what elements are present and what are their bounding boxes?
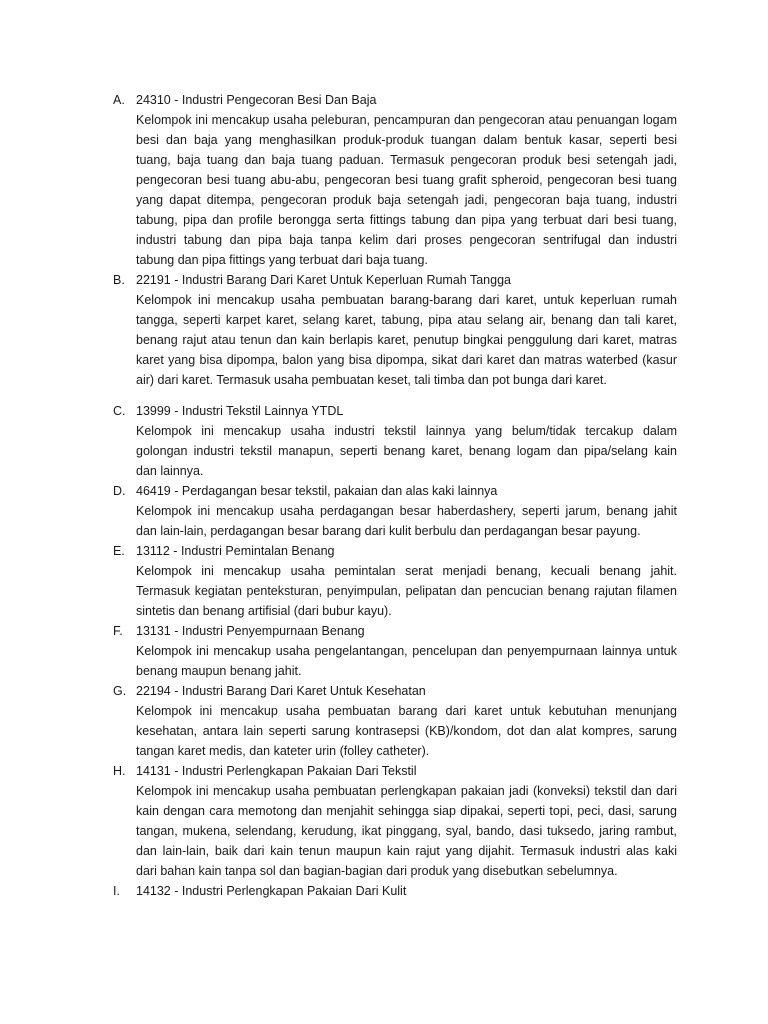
list-item-content: [136, 90, 677, 270]
description-line: benang maupun benang jahit.: [136, 664, 302, 678]
list-item-content: [136, 761, 677, 881]
description-line: Kelompok ini mencakup usaha peleburan, pencampuran dan pengecoran atau penuangan logam: [136, 113, 677, 127]
description-line: tangan, mukena, selendang, kerudung, ikat pinggang, syal, bando, dasi tuksedo, jaring rambut,: [136, 824, 677, 838]
item-description: [136, 701, 677, 761]
description-line: karet yang bisa dipompa, balon yang bisa dipompa, sikat dari karet dan matras waterbed (kasur: [136, 353, 677, 367]
list-item-i: [0, 881, 768, 901]
description-line: pengecoran besi tuang abu-abu, pengecoran besi tuang grafit spheroid, pengecoran besi tuang: [136, 173, 677, 187]
item-heading: 13131 - Industri Penyempurnaan Benang: [136, 624, 365, 638]
list-marker: E.: [113, 544, 125, 558]
description-line: sintetis dan benang artifisial (dari bubur kayu).: [136, 604, 392, 618]
description-line: tangan karet medis, dan kateter urin (folley catheter).: [136, 744, 430, 758]
description-line: Kelompok ini mencakup usaha pengelantangan, pencelupan dan penyempurnaan lainnya untuk: [136, 644, 677, 658]
list-item-content: [136, 621, 677, 681]
document-page: [0, 90, 768, 901]
description-line: industri tabung dan pipa baja tanpa kelim dari proses pengecoran sentrifugal dan industri: [136, 233, 677, 247]
list-item-content: [136, 481, 677, 541]
description-line: Kelompok ini mencakup usaha pembuatan barang dari karet untuk kebutuhan menunjang: [136, 704, 677, 718]
description-line: yang dapat ditempa, pengecoran produk baja setengah jadi, pengecoran baja tuang, industri: [136, 193, 677, 207]
item-heading: 14131 - Industri Perlengkapan Pakaian Dari Tekstil: [136, 764, 417, 778]
description-line: golongan industri tekstil manapun, seperti benang karet, benang logam dan pipa/selang kain: [136, 444, 677, 458]
item-description: [136, 561, 677, 621]
item-heading: 46419 - Perdagangan besar tekstil, pakaian dan alas kaki lainnya: [136, 484, 498, 498]
item-heading: 13999 - Industri Tekstil Lainnya YTDL: [136, 404, 344, 418]
list-marker: C.: [113, 404, 126, 418]
description-line: tabung dan pipa fittings yang terbuat dari baja tuang.: [136, 253, 428, 267]
description-line: dari bahan kain tanpa sol dan bagian-bagian dari produk yang disebutkan sebelumnya.: [136, 864, 618, 878]
description-line: dan lain-lain, baik dari kain tenun maupun kain rajut yang dijahit. Termasuk industri alas kaki: [136, 844, 677, 858]
list-item-a: [0, 90, 768, 270]
description-line: dan lainnya.: [136, 464, 204, 478]
description-line: Kelompok ini mencakup usaha pemintalan serat menjadi benang, kecuali benang jahit.: [136, 564, 677, 578]
description-line: tangga, seperti karpet karet, selang karet, tabung, pipa atau selang air, benang dan tali karet,: [136, 313, 677, 327]
list-item-content: [136, 881, 677, 901]
list-item-f: [0, 621, 768, 681]
list-item-d: [0, 481, 768, 541]
list-marker: D.: [113, 484, 126, 498]
item-description: [136, 290, 677, 390]
description-line: tabung, pipa dan profile berongga serta fittings tabung dan pipa yang terbuat dari besi tuang,: [136, 213, 677, 227]
description-line: Termasuk kegiatan penteksturan, penyimpulan, pelipatan dan pencucian benang rajutan filamen: [136, 584, 677, 598]
description-line: Kelompok ini mencakup usaha industri tekstil lainnya yang belum/tidak tercakup dalam: [136, 424, 677, 438]
list-marker: A.: [113, 93, 125, 107]
item-description: [136, 110, 677, 270]
description-line: tuang, baja tuang dan baja tuang paduan. Termasuk pengecoran produk besi setengah jadi,: [136, 153, 677, 167]
list-item-content: [136, 681, 677, 761]
list-item-content: [136, 541, 677, 621]
list-item-c: [0, 401, 768, 481]
list-marker: B.: [113, 273, 125, 287]
item-description: [136, 421, 677, 481]
list-item-content: [136, 270, 677, 390]
item-heading: 24310 - Industri Pengecoran Besi Dan Baja: [136, 93, 377, 107]
description-line: benang rajut atau tenun dan kain berlapis karet, penutup bingkai penggulung dari karet, matras: [136, 333, 677, 347]
description-line: Kelompok ini mencakup usaha pembuatan barang-barang dari karet, untuk keperluan rumah: [136, 293, 677, 307]
item-heading: 22194 - Industri Barang Dari Karet Untuk Kesehatan: [136, 684, 426, 698]
description-line: Kelompok ini mencakup usaha perdagangan besar haberdashery, seperti jarum, benang jahit: [136, 504, 677, 518]
list-item-h: [0, 761, 768, 881]
list-item-e: [0, 541, 768, 621]
list-item-b: [0, 270, 768, 390]
list-item-content: [136, 401, 677, 481]
item-description: [136, 501, 677, 541]
item-heading: 13112 - Industri Pemintalan Benang: [136, 544, 335, 558]
list-item-g: [0, 681, 768, 761]
description-line: Kelompok ini mencakup usaha pembuatan perlengkapan pakaian jadi (konveksi) tekstil dan dari: [136, 784, 677, 798]
item-description: [136, 781, 677, 881]
description-line: kesehatan, antara lain seperti sarung kontrasepsi (KB)/kondom, dot dan alat kompres, sarung: [136, 724, 677, 738]
description-line: kain dengan cara memotong dan menjahit sehingga siap dipakai, seperti topi, peci, dasi, sarung: [136, 804, 677, 818]
description-line: dan lain-lain, perdagangan besar barang dari kulit berbulu dan perdagangan besar payung.: [136, 524, 641, 538]
list-marker: G.: [113, 684, 127, 698]
description-line: besi dan baja yang menghasilkan produk-produk tuangan dalam bentuk kasar, seperti besi: [136, 133, 677, 147]
list-marker: H.: [113, 764, 126, 778]
description-line: air) dari karet. Termasuk usaha pembuatan keset, tali timba dan pot bunga dari karet.: [136, 373, 607, 387]
list-marker: I.: [113, 884, 120, 898]
item-heading: 22191 - Industri Barang Dari Karet Untuk Keperluan Rumah Tangga: [136, 273, 511, 287]
list-marker: F.: [113, 624, 123, 638]
item-description: [136, 641, 677, 681]
item-heading: 14132 - Industri Perlengkapan Pakaian Dari Kulit: [136, 884, 407, 898]
